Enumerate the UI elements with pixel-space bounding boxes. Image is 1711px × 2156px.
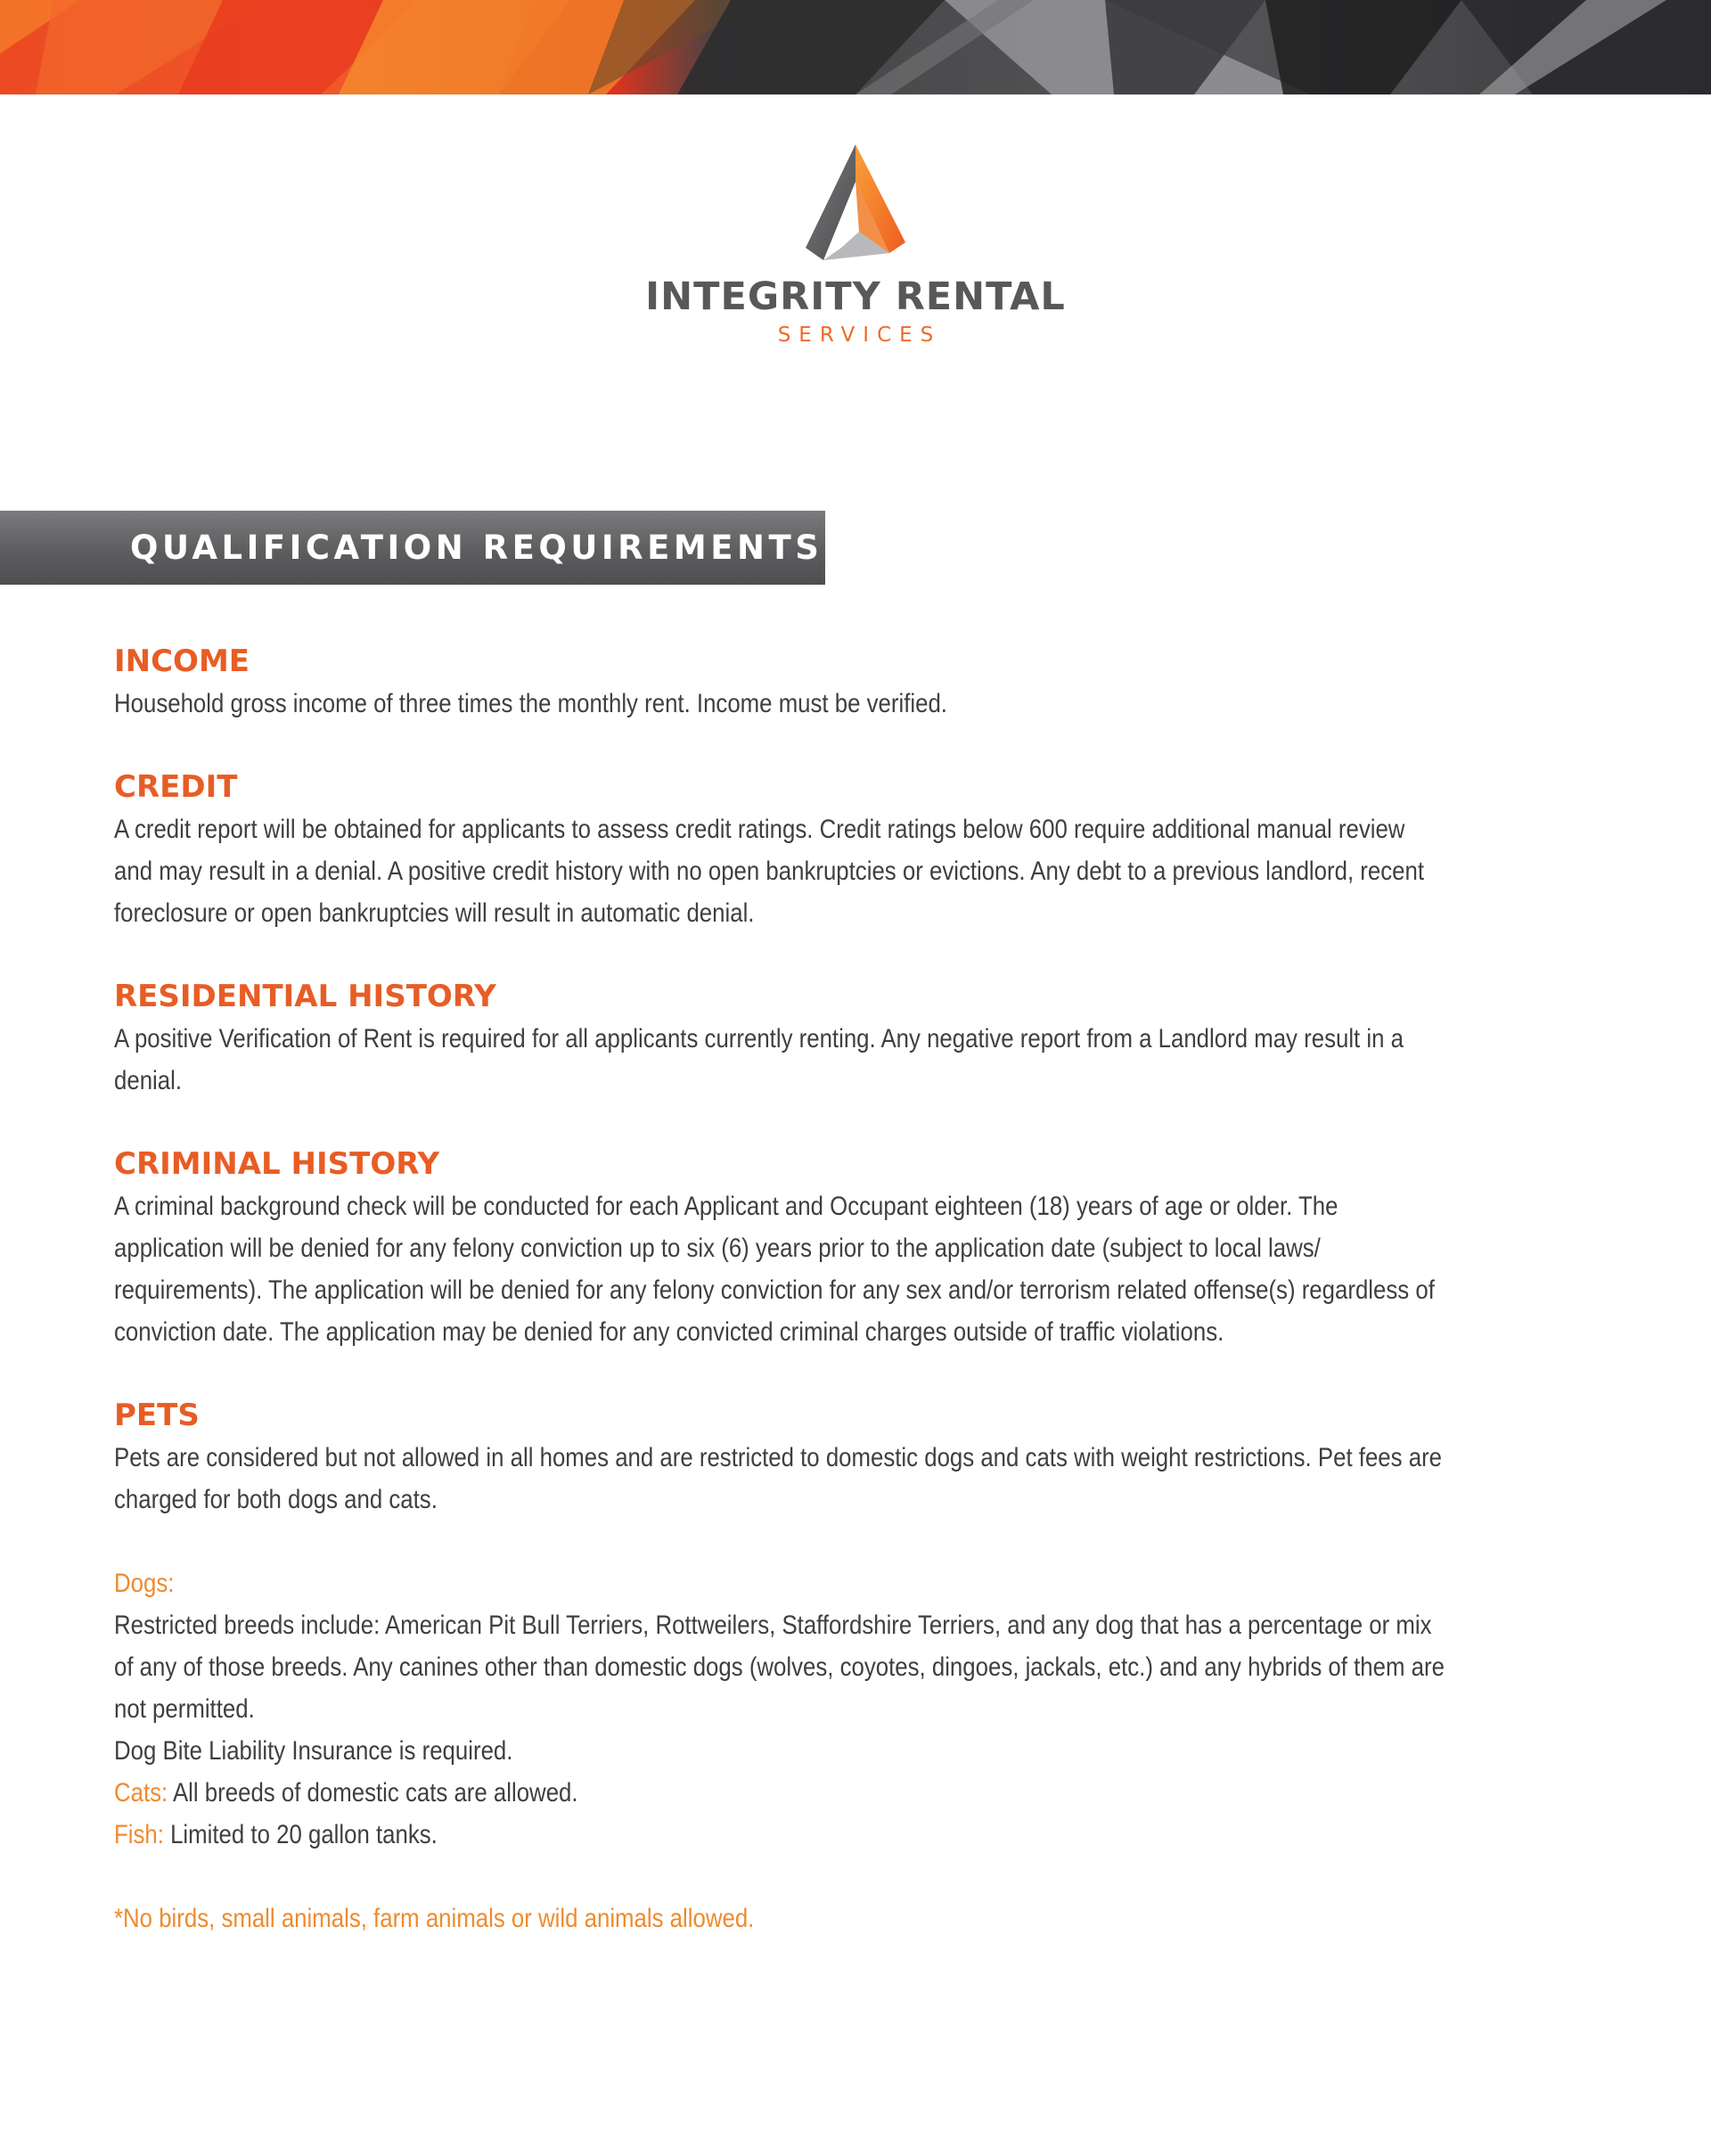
- criminal-section: [114, 1144, 1540, 1353]
- text-line: A positive Verification of Rent is required for all applicants currently renting. Any negative report from a Landlord may result in a: [114, 1024, 1404, 1053]
- pets-section: [114, 1395, 1540, 1939]
- credit-section: [114, 766, 1540, 934]
- fish-label: Fish:: [114, 1820, 164, 1849]
- text-line: Household gross income of three times the monthly rent. Income must be verified.: [114, 689, 947, 718]
- pets-heading: PETS: [114, 1398, 200, 1433]
- residential-heading: RESIDENTIAL HISTORY: [114, 979, 496, 1014]
- residential-text: [114, 1018, 1540, 1102]
- section-banner: [0, 511, 825, 585]
- cats-text: All breeds of domestic cats are allowed.: [168, 1778, 578, 1808]
- credit-heading: CREDIT: [114, 769, 238, 805]
- criminal-heading: CRIMINAL HISTORY: [114, 1146, 440, 1182]
- spacer: [114, 1521, 1540, 1562]
- text-line: A credit report will be obtained for applicants to assess credit ratings. Credit ratings below 600 require additional manual review: [114, 815, 1405, 844]
- cats-label: Cats:: [114, 1778, 168, 1808]
- requirements-content: [114, 641, 1540, 1981]
- text-line: not permitted.: [114, 1694, 255, 1724]
- dogs-label: Dogs:: [114, 1569, 175, 1598]
- top-banner: [0, 0, 1711, 94]
- a-triangle-logo-icon: [806, 143, 905, 260]
- brand-name: INTEGRITY RENTAL: [645, 275, 1066, 319]
- brand-logo: [0, 143, 1711, 346]
- text-line: application will be denied for any felony conviction up to six (6) years prior to the application date (subject to local laws/: [114, 1234, 1321, 1263]
- income-text: [114, 683, 1540, 725]
- text-line: A criminal background check will be conducted for each Applicant and Occupant eighteen (18) years of age or older. The: [114, 1192, 1339, 1221]
- criminal-text: [114, 1185, 1540, 1353]
- text-line: and may result in a denial. A positive credit history with no open bankruptcies or evictions. Any debt to a previous landlord, recent: [114, 857, 1424, 886]
- text-line: conviction date. The application may be denied for any convicted criminal charges outside of traffic violations.: [114, 1317, 1224, 1347]
- fish-text: Limited to 20 gallon tanks.: [163, 1820, 438, 1849]
- section-title: QUALIFICATION REQUIREMENTS: [130, 529, 823, 567]
- text-line: Restricted breeds include: American Pit Bull Terriers, Rottweilers, Staffordshire Terriers, and any dog that has a percentage or mix: [114, 1611, 1432, 1640]
- income-heading: INCOME: [114, 644, 250, 679]
- pets-note: *No birds, small animals, farm animals or wild animals allowed.: [114, 1904, 755, 1933]
- income-section: [114, 641, 1540, 725]
- text-line: Pets are considered but not allowed in all homes and are restricted to domestic dogs and cats with weight restrictions. Pet fees are: [114, 1443, 1443, 1472]
- text-line: Dog Bite Liability Insurance is required.: [114, 1736, 513, 1766]
- fish-line: [114, 1814, 1540, 1856]
- residential-section: [114, 976, 1540, 1102]
- text-line: foreclosure or open bankruptcies will result in automatic denial.: [114, 898, 755, 928]
- spacer: [114, 1856, 1540, 1898]
- text-line: denial.: [114, 1066, 183, 1095]
- credit-text: [114, 808, 1540, 934]
- text-line: of any of those breeds. Any canines other than domestic dogs (wolves, coyotes, dingoes, jackals, etc.) and any hybrids of them are: [114, 1652, 1445, 1682]
- brand-subtitle: SERVICES: [777, 324, 942, 347]
- pets-text: [114, 1437, 1540, 1939]
- text-line: requirements). The application will be denied for any felony conviction for any sex and/or terrorism related offense(s) regardless of: [114, 1275, 1435, 1305]
- cats-line: [114, 1772, 1540, 1814]
- text-line: charged for both dogs and cats.: [114, 1485, 438, 1514]
